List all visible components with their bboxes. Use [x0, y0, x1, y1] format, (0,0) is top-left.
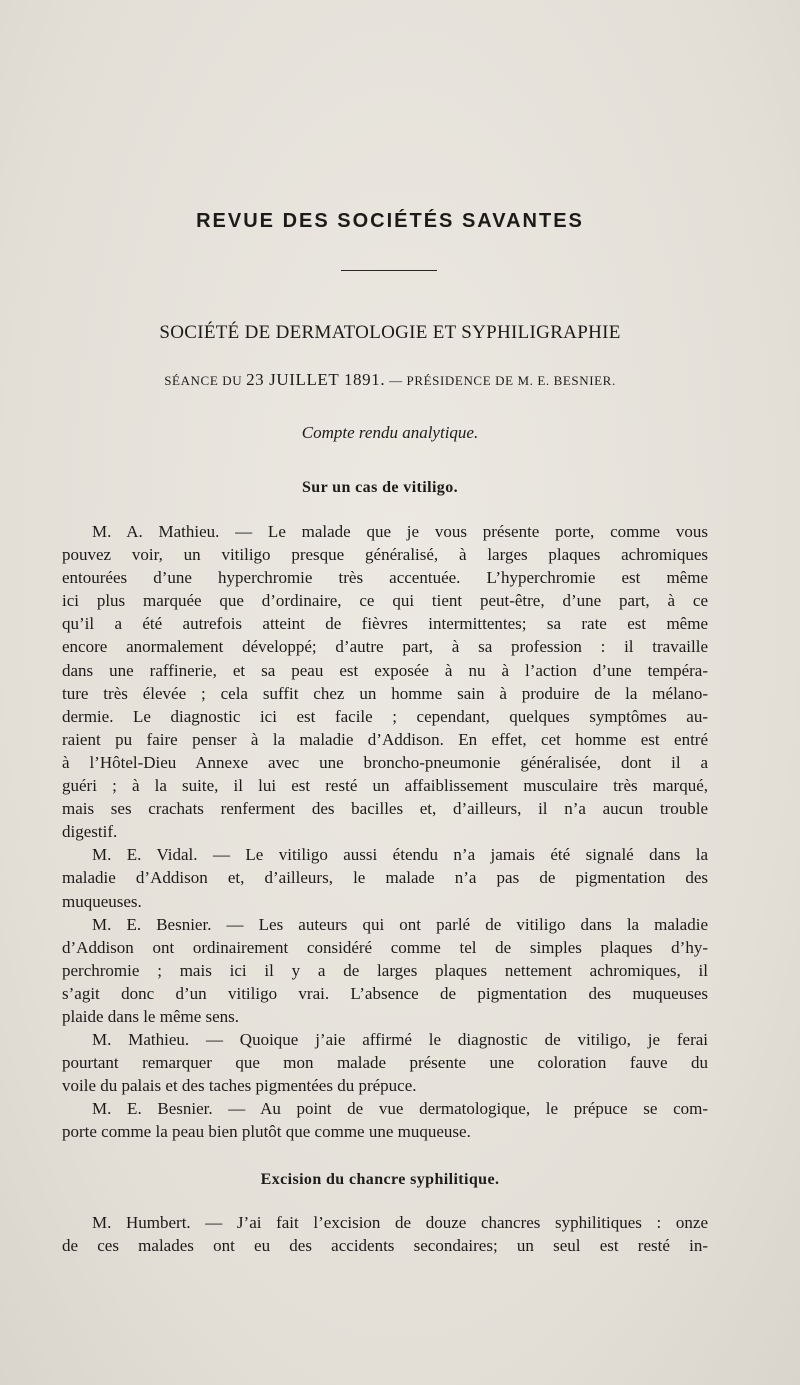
- seance-presidence: — PRÉSIDENCE DE M. E. BESNIER.: [389, 373, 616, 388]
- text-line: pourtant remarquer que mon malade présente une coloration fauve du: [62, 1053, 708, 1073]
- seance-prefix: SÉANCE DU: [164, 373, 243, 388]
- text-line: dans une raffinerie, et sa peau est exposée à nu à l’action d’une tempéra-: [62, 660, 708, 680]
- text-line: digestif.: [62, 822, 118, 842]
- section-body-excision: [62, 1211, 708, 1257]
- text-line: porte comme la peau bien plutôt que comme une muqueuse.: [62, 1122, 471, 1142]
- text-line: maladie d’Addison et, d’ailleurs, le malade n’a pas de pigmentation des: [62, 868, 708, 888]
- text-line: ture très élevée ; cela suffit chez un homme sain à produire de la mélano-: [62, 683, 708, 703]
- text-line: entourées d’une hyperchromie très accentuée. L’hyperchromie est même: [62, 568, 708, 588]
- text-line: pouvez voir, un vitiligo presque généralisé, à larges plaques achromiques: [62, 545, 708, 565]
- text-line: M. A. Mathieu. — Le malade que je vous présente porte, comme vous: [92, 522, 708, 541]
- text-line: de ces malades ont eu des accidents secondaires; un seul est resté in-: [62, 1236, 708, 1256]
- text-line: muqueuses.: [62, 891, 142, 911]
- text-line: d’Addison ont ordinairement considéré comme tel de simples plaques d’hy-: [62, 937, 708, 957]
- seance-line: [0, 370, 780, 390]
- text-line: guéri ; à la suite, il lui est resté un affaiblissement musculaire très marqué,: [62, 776, 708, 796]
- text-line: voile du palais et des taches pigmentées du prépuce.: [62, 1076, 417, 1096]
- text-line: dermie. Le diagnostic ici est facile ; cependant, quelques symptômes au-: [62, 706, 708, 726]
- page-title: REVUE DES SOCIÉTÉS SAVANTES: [196, 210, 584, 232]
- text-line: plaide dans le même sens.: [62, 1006, 240, 1026]
- text-line: à l’Hôtel-Dieu Annexe avec une broncho-pneumonie généralisée, dont il a: [62, 752, 708, 772]
- text-line: M. E. Besnier. — Au point de vue dermatologique, le prépuce se com-: [92, 1099, 708, 1119]
- society-heading: SOCIÉTÉ DE DERMATOLOGIE ET SYPHILIGRAPHIE: [159, 322, 621, 343]
- text-line: encore anormalement développé; d’autre part, à sa profession : il travaille: [62, 637, 708, 657]
- text-line: qu’il a été autrefois atteint de fièvres intermittentes; sa rate est même: [62, 614, 708, 634]
- text-line: raient pu faire penser à la maladie d’Addison. En effet, cet homme est entré: [62, 729, 708, 749]
- text-line: ici plus marquée que d’ordinaire, ce qui tient peut-être, d’une part, à ce: [62, 591, 708, 611]
- compte-rendu-subtitle: Compte rendu analytique.: [301, 423, 479, 442]
- seance-date: 23 JUILLET 1891.: [246, 370, 386, 389]
- title-divider: [341, 270, 437, 271]
- text-line: perchromie ; mais ici il y a de larges plaques nettement achromiques, il: [62, 960, 708, 980]
- text-line: M. Mathieu. — Quoique j’aie affirmé le diagnostic de vitiligo, je ferai: [92, 1030, 708, 1050]
- text-line: s’agit donc d’un vitiligo vrai. L’absence de pigmentation des muqueuses: [62, 983, 708, 1003]
- text-line: M. E. Besnier. — Les auteurs qui ont parlé de vitiligo dans la maladie: [92, 914, 708, 934]
- section-title-excision: Excision du chancre syphilitique.: [260, 1171, 500, 1188]
- text-line: M. Humbert. — J’ai fait l’excision de douze chancres syphilitiques : onze: [92, 1213, 708, 1232]
- text-line: mais ses crachats renferment des bacilles et, d’ailleurs, il n’a aucun trouble: [62, 799, 708, 819]
- section-body-vitiligo: [62, 520, 708, 1144]
- text-line: M. E. Vidal. — Le vitiligo aussi étendu n’a jamais été signalé dans la: [92, 845, 708, 865]
- section-title-vitiligo: Sur un cas de vitiligo.: [301, 479, 459, 496]
